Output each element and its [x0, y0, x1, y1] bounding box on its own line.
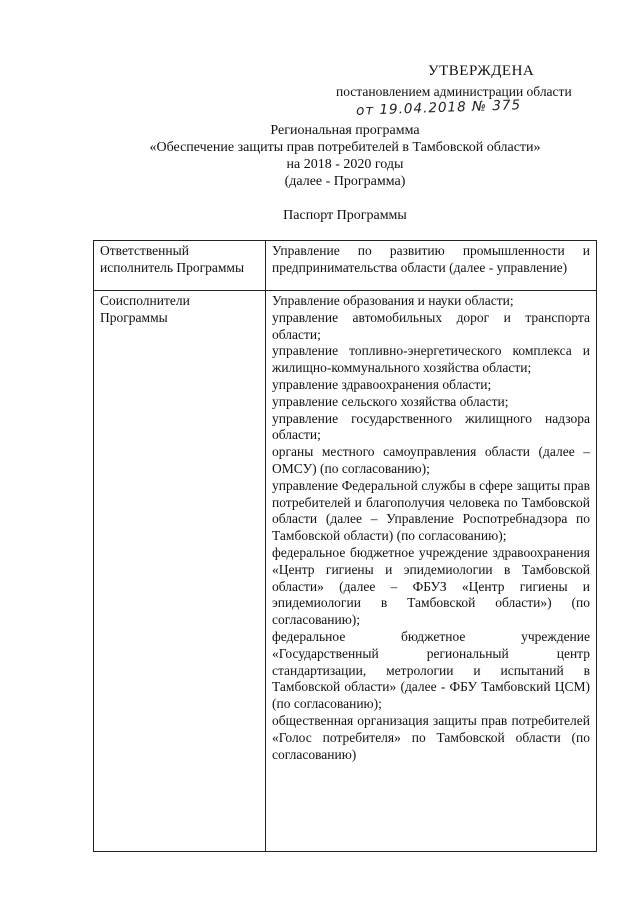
list-item: общественная организация защиты прав потребителей «Голос потребителя» по Тамбовской области (по согласованию) [272, 712, 590, 762]
program-title-line-2: «Обеспечение защиты прав потребителей в Тамбовской области» [149, 140, 541, 155]
list-item: органы местного самоуправления области (далее – ОМСУ) (по согласованию); [272, 444, 590, 476]
program-title-block [100, 122, 590, 190]
resolution-line: постановлением администрации области [336, 84, 572, 99]
list-item: управление топливно-энергетического комплекса и жилищно-коммунального хозяйства области; [272, 343, 590, 376]
list-item: федеральное бюджетное учреждение здравоохранения «Центр гигиены и эпидемиологии в Тамбовской области» (далее – ФБУЗ «Центр гигиены и эпидемиологии в Тамбовской области») (по согласованию); [272, 544, 590, 628]
list-item: управление сельского хозяйства области; [272, 393, 509, 409]
list-item: федеральное бюджетное учреждение «Государственный региональный центр стандартизации, метрологии и испытаний в Тамбовской области» (далее - ФБУ Тамбовский ЦСМ) (по согласованию); [272, 628, 590, 712]
list-item: управление государственного жилищного надзора области; [272, 410, 590, 443]
approval-heading: УТВЕРЖДЕНА [428, 63, 535, 79]
passport-title: Паспорт Программы [283, 208, 407, 223]
program-title-line-1: Региональная программа [270, 123, 420, 138]
list-item: управление Федеральной службы в сфере защиты прав потребителей и благополучия человека по Тамбовской области (далее – Управление Роспотребнадзора по Тамбовской области) (по согласованию); [272, 477, 590, 544]
row-label-responsible: Ответственный исполнитель Программы [94, 241, 266, 291]
handwritten-date-number: от 19.04.2018 № 375 [355, 97, 522, 119]
row-content-responsible [266, 241, 597, 291]
program-title-line-4: (далее - Программа) [284, 174, 406, 189]
row-content-co-executors [266, 291, 597, 852]
row-label-co-executors: Соисполнители Программы [94, 291, 266, 852]
table-row [94, 241, 597, 291]
list-item: Управление по развитию промышленности и предпринимательства области (далее - управление) [272, 243, 590, 275]
program-title-line-3: на 2018 - 2020 годы [286, 157, 404, 172]
list-item: управление автомобильных дорог и транспорта области; [272, 309, 590, 342]
passport-table [93, 240, 597, 852]
list-item: управление здравоохранения области; [272, 376, 492, 392]
table-row [94, 291, 597, 852]
list-item: Управление образования и науки области; [272, 293, 514, 308]
